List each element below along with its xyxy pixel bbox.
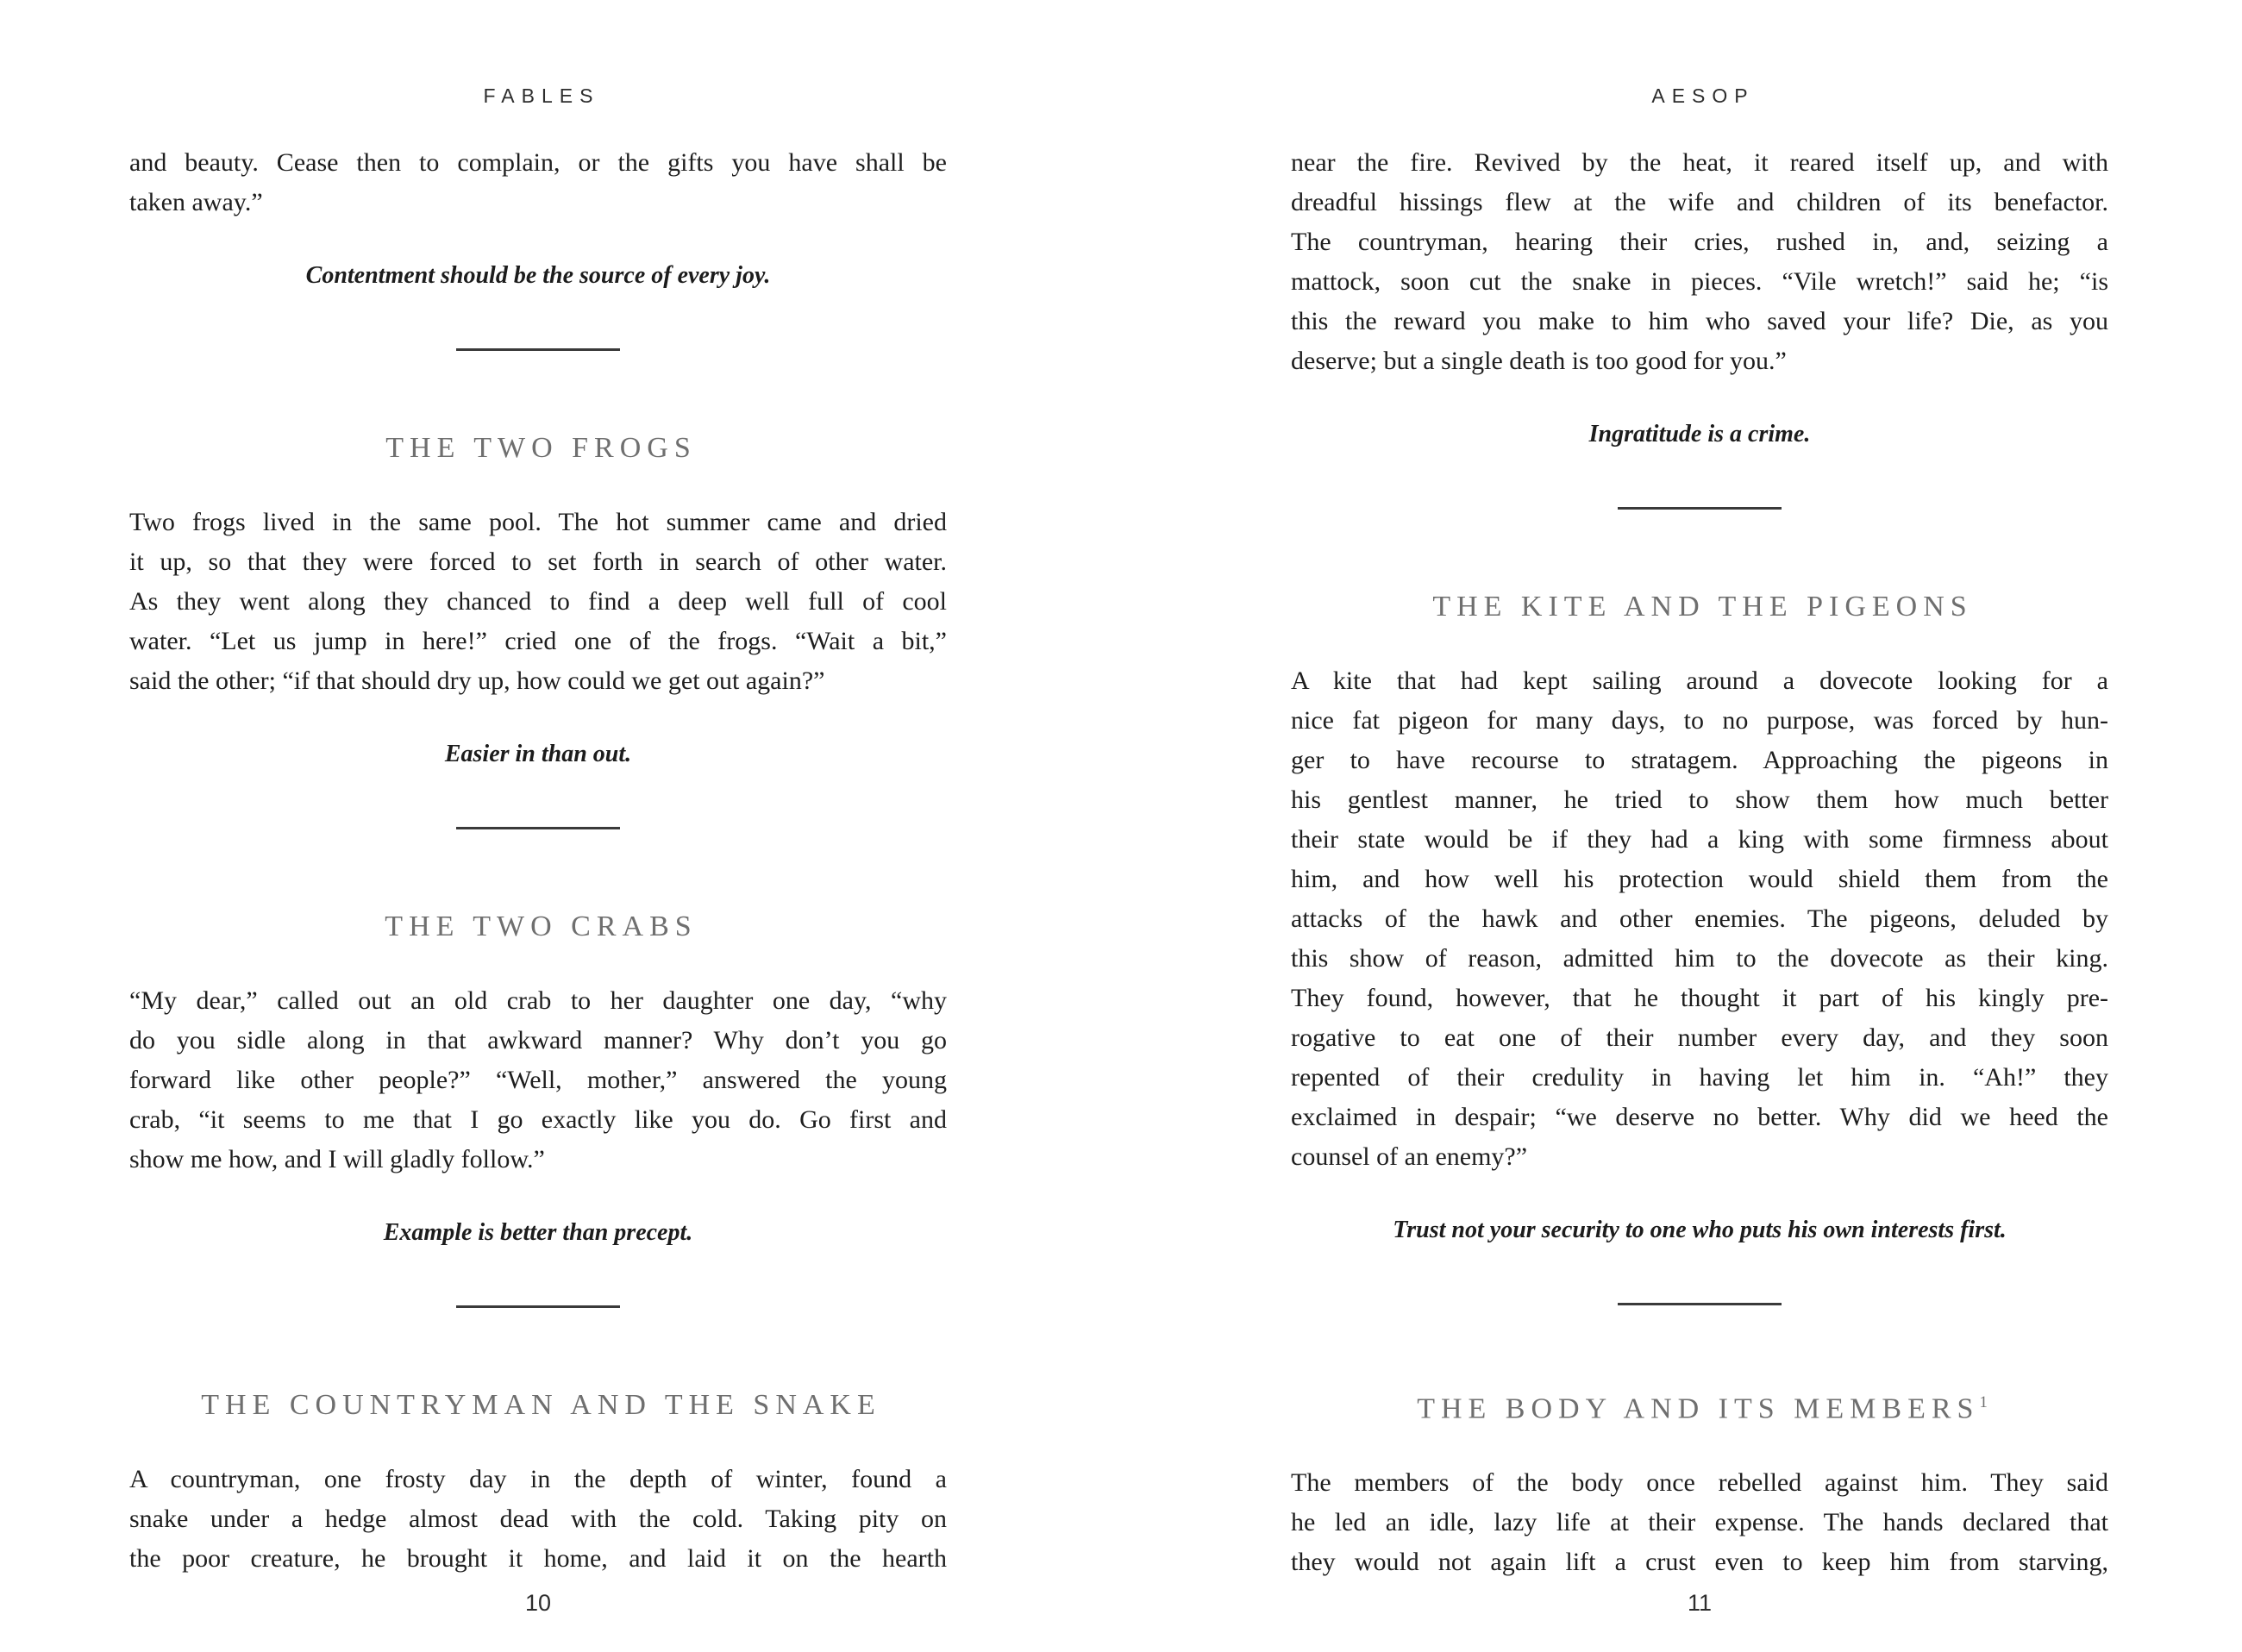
paragraph-line: They found, however, that he thought it part of his kingly pre- [1291, 984, 2108, 1012]
fable-title [1291, 587, 2108, 627]
section-divider [456, 1305, 620, 1308]
fable-moral: Example is better than precept. [383, 1219, 693, 1246]
paragraph-line: crab, “it seems to me that I go exactly like you do. Go first and [129, 1105, 947, 1134]
paragraph-line: said the other; “if that should dry up, how could we get out again?” [129, 666, 825, 695]
section-divider [456, 348, 620, 351]
paragraph-line: the poor creature, he brought it home, and laid it on the hearth [129, 1544, 947, 1573]
fable-paragraph [1291, 1463, 2108, 1582]
paragraph-line: taken away.” [129, 188, 263, 216]
paragraph-line: water. “Let us jump in here!” cried one of the frogs. “Wait a bit,” [129, 627, 947, 655]
section-divider [1618, 1303, 1782, 1305]
page-body [1291, 143, 2108, 1582]
footnote-marker: 1 [1979, 1393, 1988, 1411]
paragraph-line: As they went along they chanced to find a deep well full of cool [129, 587, 947, 616]
fable-paragraph [1291, 143, 2108, 381]
left-page [129, 0, 947, 1652]
paragraph-line: dreadful hissings flew at the wife and children of its benefactor. [1291, 188, 2108, 216]
fable-moral: Ingratitude is a crime. [1588, 421, 1811, 447]
fable-paragraph [1291, 661, 2108, 1177]
fable-title [129, 429, 947, 468]
fable-title [1291, 1383, 2108, 1429]
paragraph-line: his gentlest manner, he tried to show them how much better [1291, 785, 2108, 814]
paragraph-line: deserve; but a single death is too good for you.” [1291, 347, 1787, 375]
paragraph-line: mattock, soon cut the snake in pieces. “Vile wretch!” said he; “is [1291, 267, 2108, 296]
fable-moral: Trust not your security to one who puts his own interests first. [1393, 1217, 2007, 1243]
paragraph-line: him, and how well his protection would shield them from the [1291, 865, 2108, 893]
paragraph-line: this show of reason, admitted him to the dovecote as their king. [1291, 944, 2108, 973]
paragraph-line: The countryman, hearing their cries, rushed in, and, seizing a [1291, 228, 2108, 256]
section-divider [1618, 507, 1782, 510]
paragraph-line: he led an idle, lazy life at their expense. The hands declared that [1291, 1508, 2108, 1537]
fable-title-text: THE KITE AND THE PIGEONS [1432, 591, 1973, 623]
paragraph-line: rogative to eat one of their number every day, and they soon [1291, 1023, 2108, 1052]
fable-title [129, 1386, 947, 1425]
fable-paragraph [129, 981, 947, 1180]
fable-title-text: THE TWO FROGS [385, 432, 697, 464]
paragraph-line: repented of their credulity in having let him in. “Ah!” they [1291, 1063, 2108, 1092]
fable-paragraph [129, 1460, 947, 1579]
page-number: 10 [524, 1590, 552, 1616]
fable-title [129, 907, 947, 947]
paragraph-line: Two frogs lived in the same pool. The hot summer came and dried [129, 508, 947, 536]
paragraph-line: attacks of the hawk and other enemies. The pigeons, deluded by [1291, 904, 2108, 933]
fable-title-text: THE COUNTRYMAN AND THE SNAKE [201, 1389, 881, 1421]
paragraph-line: forward like other people?” “Well, mother,” answered the young [129, 1066, 947, 1094]
paragraph-line: A kite that had kept sailing around a dovecote looking for a [1291, 666, 2108, 695]
paragraph-line: it up, so that they were forced to set forth in search of other water. [129, 548, 947, 576]
paragraph-line: their state would be if they had a king with some firmness about [1291, 825, 2108, 854]
fable-paragraph [129, 143, 947, 222]
fable-title-text: THE TWO CRABS [385, 910, 698, 942]
paragraph-line: ger to have recourse to stratagem. Approaching the pigeons in [1291, 746, 2108, 774]
paragraph-line: they would not again lift a crust even to keep him from starving, [1291, 1548, 2108, 1577]
page-number: 11 [1687, 1590, 1713, 1616]
running-header: AESOP [1651, 84, 1755, 107]
paragraph-line: nice fat pigeon for many days, to no purpose, was forced by hun- [1291, 706, 2108, 735]
fable-moral: Contentment should be the source of every joy. [305, 262, 771, 289]
paragraph-line: counsel of an enemy?” [1291, 1142, 1528, 1171]
paragraph-line: show me how, and I will gladly follow.” [129, 1145, 545, 1173]
fable-paragraph [129, 503, 947, 701]
paragraph-line: and beauty. Cease then to complain, or the gifts you have shall be [129, 148, 947, 177]
running-header: FABLES [483, 84, 600, 107]
right-page [1291, 0, 2108, 1652]
paragraph-line: do you sidle along in that awkward manner? Why don’t you go [129, 1026, 947, 1054]
page-body [129, 143, 947, 1579]
paragraph-line: A countryman, one frosty day in the depth of winter, found a [129, 1465, 947, 1493]
fable-title-text: THE BODY AND ITS MEMBERS [1417, 1392, 1980, 1425]
paragraph-line: “My dear,” called out an old crab to her daughter one day, “why [129, 986, 947, 1015]
paragraph-line: exclaimed in despair; “we deserve no better. Why did we heed the [1291, 1103, 2108, 1131]
paragraph-line: near the fire. Revived by the heat, it reared itself up, and with [1291, 148, 2108, 177]
section-divider [456, 827, 620, 829]
paragraph-line: snake under a hedge almost dead with the cold. Taking pity on [129, 1505, 947, 1533]
paragraph-line: The members of the body once rebelled against him. They said [1291, 1468, 2108, 1498]
paragraph-line: this the reward you make to him who saved your life? Die, as you [1291, 307, 2108, 335]
fable-moral: Easier in than out. [444, 741, 632, 767]
